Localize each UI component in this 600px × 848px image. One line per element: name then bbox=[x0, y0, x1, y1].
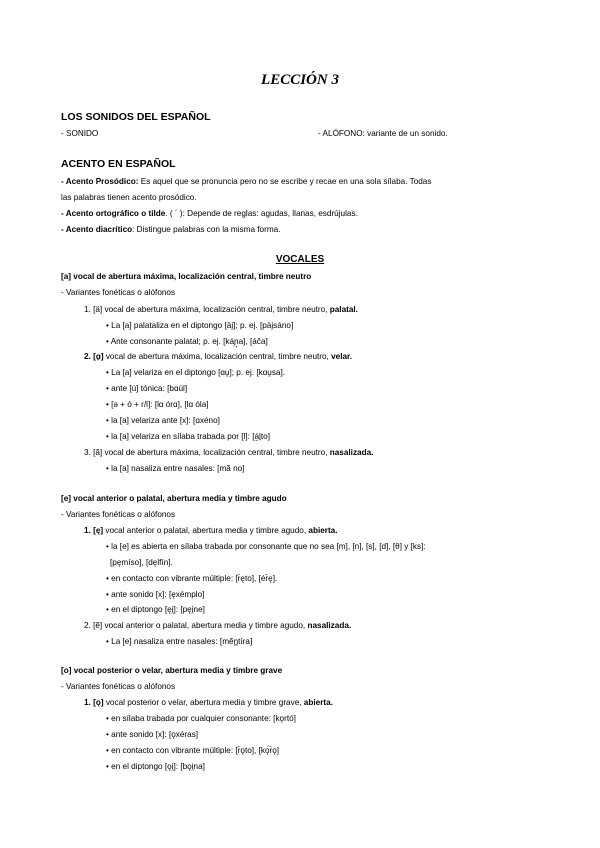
acento-prosodico-text: Es aquel que se pronuncia pero no se escribe y recae en una sola sílaba. Todas bbox=[138, 177, 432, 186]
acento-diacritico-line bbox=[61, 224, 280, 235]
vocal-o-item-1 bbox=[84, 697, 333, 708]
acento-prosodico-text2: las palabras tienen acento prosódico. bbox=[61, 193, 197, 202]
vocal-a-item-1-bullet-2: • Ante consonante palatal; p. ej. [káɲ̟a], [áĉa] bbox=[106, 337, 268, 346]
vocal-a-item-1-text: 1. [ä] vocal de abertura máxima, localización central, timbre neutro, bbox=[84, 305, 328, 314]
vocal-a-item-2-bullet-1: • La [a] velariza en el diptongo [ɑu̯]; p. ej. [kɑu̯sa]. bbox=[106, 368, 286, 377]
sonidos-heading: LOS SONIDOS DEL ESPAÑOL bbox=[61, 111, 211, 123]
vocal-a-item-2-text: vocal de abertura máxima, localización central, timbre neutro, bbox=[103, 352, 329, 361]
vocal-e-item-1-bullet-3: • ante sonido [x]: [ęxémplo] bbox=[106, 590, 205, 599]
vocal-a-item-1 bbox=[84, 304, 358, 315]
vocal-a-item-2-bullet-2: • ante [ú] tónica: [bɑúl] bbox=[106, 384, 188, 393]
vocal-a-item-2 bbox=[84, 351, 352, 362]
vocal-o-item-1-bullet-3: • en contacto con vibrante múltiple: [r̄ǫto], [kǫ́r̄ǫ] bbox=[106, 746, 280, 755]
vocal-e-item-1-bullet-2: • en contacto con vibrante múltiple: [r̄ęto], [ér̄ę]. bbox=[106, 574, 278, 583]
vocal-a-item-2-symbol: 2. [ɑ̱] bbox=[84, 352, 104, 361]
vocal-a-item-2-bullet-5: • la [a] velariza en sílaba trabada por [l]: [á̱l̟to] bbox=[106, 432, 270, 441]
sonido-item: - SONIDO bbox=[61, 129, 99, 138]
vocal-e-variantes: - Variantes fonéticas o alófonos bbox=[61, 510, 176, 519]
acento-ortografico-label: - Acento ortográfico o tilde bbox=[61, 209, 166, 218]
acento-prosodico-label: - Acento Prosódico: bbox=[61, 177, 139, 186]
vocal-o-item-1-bold: abierta. bbox=[301, 698, 333, 707]
acento-heading: ACENTO EN ESPAÑOL bbox=[61, 158, 176, 170]
alofono-item: - ALÓFONO: variante de un sonido. bbox=[318, 129, 448, 138]
vocales-heading: VOCALES bbox=[275, 254, 325, 265]
vocal-o-heading: [o] vocal posterior o velar, abertura media y timbre grave bbox=[61, 666, 283, 675]
vocal-o-item-1-bullet-2: • ante sonido [x]: [ǫxéras] bbox=[106, 730, 199, 739]
vocal-a-item-3 bbox=[84, 447, 373, 458]
vocal-e-item-2-bullet-1: • La [e] nasaliza entre nasales: [mẽn̪tíra] bbox=[106, 637, 253, 646]
lesson-title: LECCIÓN 3 bbox=[261, 72, 339, 88]
vocal-a-item-3-text: 3. [ã] vocal de abertura máxima, localización central, timbre neutro, bbox=[84, 448, 328, 457]
acento-prosodico-line bbox=[61, 176, 431, 187]
vocal-e-item-1-text: vocal anterior o palatal, abertura media y timbre agudo, bbox=[103, 526, 307, 535]
vocal-e-item-1 bbox=[84, 525, 338, 536]
vocal-e-item-2-bold: nasalizada. bbox=[305, 621, 352, 630]
vocal-e-item-1-symbol: 1. [ę] bbox=[84, 526, 104, 535]
vocal-o-item-1-bullet-1: • en sílaba trabada por cualquier consonante: [kǫrtó] bbox=[106, 714, 296, 723]
vocal-a-variantes: - Variantes fonéticas o alófonos bbox=[61, 288, 176, 297]
vocal-o-item-1-text: vocal posterior o velar, abertura media y timbre grave, bbox=[103, 698, 302, 707]
vocal-a-item-2-bullet-4: • la [a] velariza ante [x]: [ɑxéno] bbox=[106, 416, 220, 425]
acento-ortografico-line bbox=[61, 208, 358, 219]
vocal-e-item-2 bbox=[84, 620, 351, 631]
acento-diacritico-text: : Distingue palabras con la misma forma. bbox=[132, 225, 281, 234]
vocal-e-heading: [e] vocal anterior o palatal, abertura media y timbre agudo bbox=[61, 494, 287, 503]
vocal-a-item-2-bold: velar. bbox=[328, 352, 353, 361]
vocal-a-item-1-bold: palatal. bbox=[327, 305, 358, 314]
vocal-a-heading: [a] vocal de abertura máxima, localización central, timbre neutro bbox=[61, 272, 312, 281]
vocal-e-item-1-bullet-1: • la [e] es abierta en sílaba trabada por consonante que no sea [m], [n], [s], [d], [θ] y [ks]: bbox=[106, 542, 426, 551]
vocal-e-item-2-text: 2. [ẽ] vocal anterior o palatal, abertura media y timbre agudo, bbox=[84, 621, 306, 630]
acento-diacritico-label: - Acento diacrítico bbox=[61, 225, 133, 234]
vocal-a-item-3-bullet-1: • la [a] nasaliza entre nasales: [mã no] bbox=[106, 464, 245, 473]
vocal-a-item-3-bold: nasalizada. bbox=[327, 448, 374, 457]
vocal-a-item-1-bullet-1: • La [a] palataliza en el diptongo [äi̯]; p. ej. [päi̯sáno] bbox=[106, 321, 294, 330]
vocal-e-item-1-bold: abierta. bbox=[306, 526, 338, 535]
vocal-a-item-2-bullet-3: • [ə + ó + r/l]: [lɑ órɑ], [lɑ óla] bbox=[106, 400, 209, 409]
vocal-o-item-1-symbol: 1. [ǫ] bbox=[84, 698, 104, 707]
vocal-o-variantes: - Variantes fonéticas o alófonos bbox=[61, 682, 176, 691]
vocal-e-item-1-bullet-4: • en el diptongo [ęi̯]: [pęi̯ne] bbox=[106, 605, 205, 614]
vocal-o-item-1-bullet-4: • en el diptongo [ǫi̯]: [bǫi̯na] bbox=[106, 762, 205, 771]
vocal-e-item-1-bullet-1-cont: [pęmíso], [dęlfín]. bbox=[110, 558, 173, 567]
acento-ortografico-text: . ( ´ ): Depende de reglas: agudas, llanas, esdrújulas. bbox=[165, 209, 358, 218]
